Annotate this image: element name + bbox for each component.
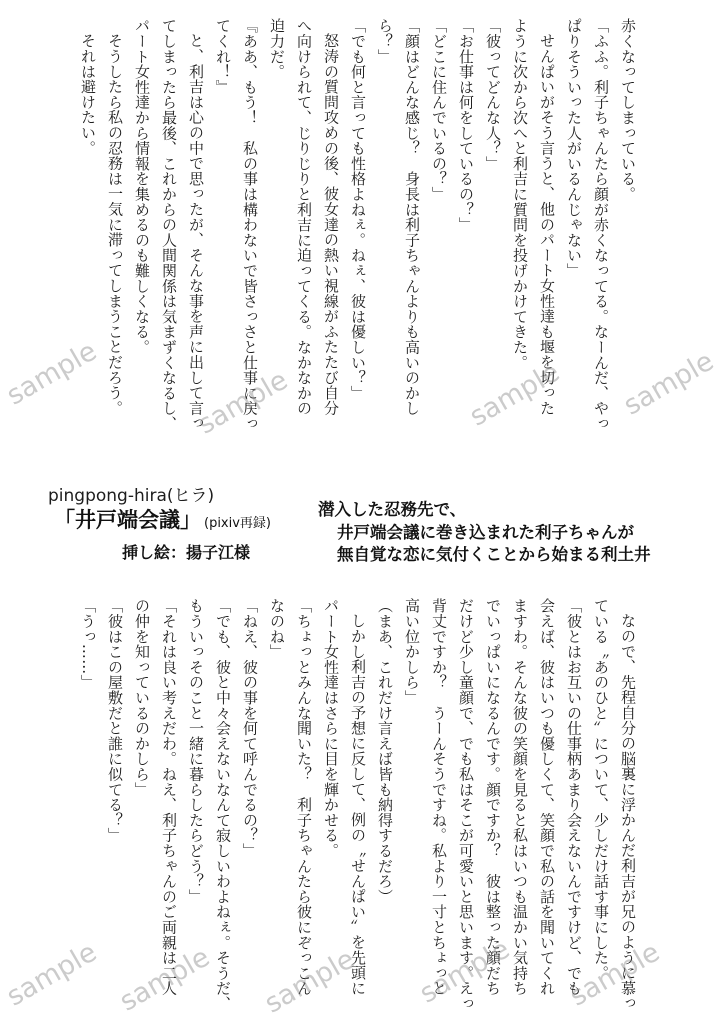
text-column: 怒涛の質問攻めの後、彼女達の熱い視線がふたたび自分 — [322, 33, 340, 416]
summary-line: 井戸端会議に巻き込まれた利子ちゃんが — [337, 522, 634, 542]
illustration-credit: 挿し絵：揚子江様 — [122, 543, 251, 562]
text-column: 迫力だ。 — [268, 18, 286, 80]
text-column: 「ねえ、彼の事を何て呼んでるの？」 — [241, 598, 259, 859]
sample-watermark: sample — [114, 941, 216, 1018]
sample-watermark: sample — [464, 356, 566, 433]
text-column: 「ちょっとみんな聞いた？ 利子ちゃんたら彼にぞっこん — [295, 598, 313, 996]
text-column: 「うっ……」 — [79, 598, 97, 690]
text-column: 「彼ってどんな人？」 — [484, 18, 502, 171]
text-column: パート女性達はさらに目を輝かせる。 — [322, 598, 340, 859]
sample-watermark: sample — [1, 936, 103, 1013]
text-column: それは避けたい。 — [79, 33, 97, 156]
text-column: へ向けられて、じりじりと利吉に迫ってくる。なかなかの — [295, 18, 313, 416]
text-column: ますわ。そんな彼の笑顔を見ると私はいつも温かい気持ち — [511, 598, 529, 996]
text-column: 赤くなってしまっている。 — [619, 18, 637, 202]
text-column: ように次から次へと利吉に質問を投げかけてきた。 — [511, 18, 529, 370]
author-name: pingpong-hira(ヒラ) — [48, 486, 215, 506]
story-text-lower — [74, 598, 641, 1018]
text-column: なのね」 — [268, 598, 286, 660]
summary-line: 潜入した忍務先で、 — [318, 500, 467, 519]
text-column: 高い位かしら」 — [403, 598, 421, 706]
text-column: しかし利吉の予想に反して、例の〝せんぱい〟を先頭に — [349, 613, 367, 996]
text-column: 「それは良い考えだわ。ねえ、利子ちゃんのご両親は二人 — [160, 598, 178, 996]
text-column: ぱりそういった人がいるんじゃない」 — [565, 18, 583, 279]
text-column: 背丈ですか？ うーんそうですね。私より一寸とちょっと — [430, 598, 448, 996]
sample-watermark: sample — [414, 933, 516, 1010]
story-title-line — [54, 504, 271, 534]
title-note: (pixiv再録) — [204, 516, 272, 531]
text-column: 「顔はどんな感じ？ 身長は利子ちゃんよりも高いのかし — [403, 18, 421, 416]
text-column: なので、先程自分の脳裏に浮かんだ利吉が兄のように慕っ — [619, 613, 637, 1012]
text-column: 「彼はこの屋敷だと誰に似てる？」 — [106, 598, 124, 843]
sample-watermark: sample — [259, 943, 361, 1020]
story-text-upper — [74, 18, 641, 438]
sample-watermark: sample — [192, 364, 294, 441]
text-column: せんぱいがそう言うと、他のパート女性達も堰を切った — [538, 33, 556, 416]
sample-watermark: sample — [618, 345, 720, 422]
text-column: そうしたら私の忍務は一気に滞ってしまうことだろう。 — [106, 33, 124, 416]
text-column: 「ふふ。利子ちゃんたら顔が赤くなってる。なーんだ、やっ — [592, 18, 610, 432]
text-column: ている〝あのひと〟について、少しだけ話す事にした。 — [592, 598, 610, 981]
text-column: 「どこに住んでいるの？」 — [430, 18, 448, 202]
text-column: だけど少し童顔で、でも私はそこが可愛いと思います。えっ — [457, 598, 475, 1012]
text-column: てしまったら最後、これからの人間関係は気まずくなるし、 — [160, 18, 178, 432]
text-column: ら？」 — [376, 18, 394, 64]
text-column: 「お仕事は何をしているの？」 — [457, 18, 475, 233]
text-column: パート女性達から情報を集めるのも難しくなる。 — [133, 18, 151, 355]
text-column: 「でも、彼と中々会えないなんて寂しいわよねぇ。そうだ、 — [214, 598, 232, 1012]
summary-line: 無自覚な恋に気付くことから始まる利土井 — [337, 545, 651, 564]
text-column: 「でも何と言っても性格よねぇ。ねぇ、彼は優しい？」 — [349, 18, 367, 401]
text-column: 会えば、彼はいつも優しくて、笑顔で私の話を聞いてくれ — [538, 598, 556, 996]
text-column: 「彼とはお互いの仕事柄あまり会えないんですけど、でも — [565, 598, 583, 996]
text-column: もういっそのこと一緒に暮らしたらどう？」 — [187, 598, 205, 904]
text-column: でいっぱいになるんです。顔ですか？ 彼は整った顔だち — [484, 598, 502, 996]
sample-watermark: sample — [564, 936, 666, 1013]
text-column: と、利吉は心の中で思ったが、そんな事を声に出して言っ — [187, 33, 205, 432]
story-summary — [318, 499, 651, 567]
text-column: （まあ、これだけ言えば皆も納得するだろ） — [376, 598, 394, 904]
sample-watermark: sample — [1, 335, 103, 412]
text-column: 『ああ、もう！ 私の事は構わないで皆さっさと仕事に戻っ — [241, 18, 259, 432]
text-column: てくれ！』 — [214, 18, 232, 95]
story-title: 「井戸端会議」 — [54, 508, 201, 532]
text-column: の仲を知っているのかしら」 — [133, 598, 151, 797]
